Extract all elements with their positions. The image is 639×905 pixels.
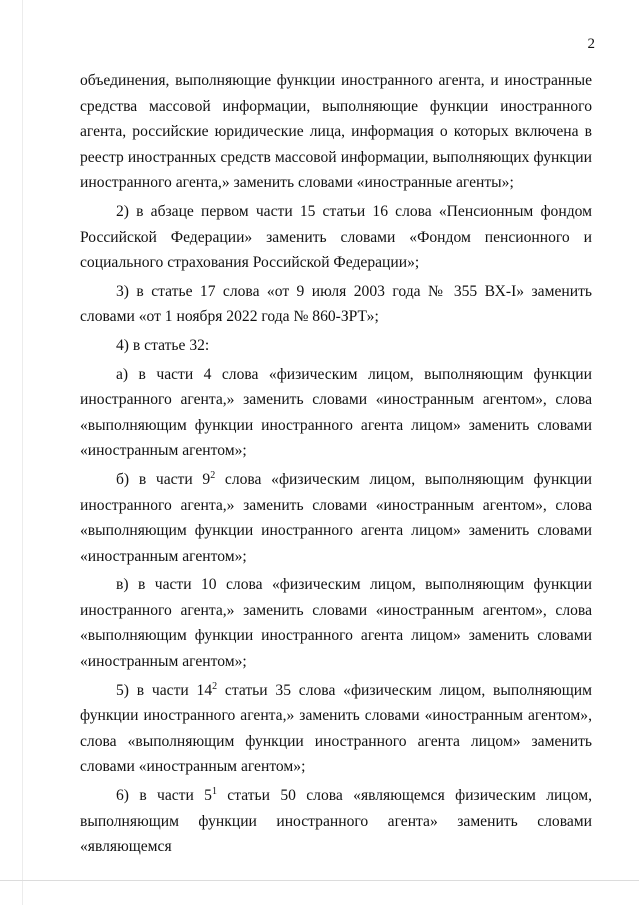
paragraph-text: в) в части 10 слова «физическим лицом, выполняющим функции иностранного агента,» заменить словами «иностранным агентом», слова «выполняющим функции иностранного агента лицом» заменить словами «иностранным агентом»; — [80, 576, 592, 671]
paragraph-item-4a — [80, 362, 592, 464]
superscript-index: 2 — [212, 680, 218, 692]
paragraph-lead: б) в части 9 — [116, 470, 211, 488]
superscript-index: 2 — [210, 469, 216, 481]
scan-edge-bottom — [0, 880, 639, 881]
paragraph-text: 3) в статье 17 слова «от 9 июля 2003 года № 355 ВХ-I» заменить словами «от 1 ноября 2022 года № 860-ЗРТ»; — [80, 282, 592, 326]
paragraph-item-2 — [80, 199, 592, 276]
paragraph-continuation — [80, 68, 592, 196]
paragraph-text: 4) в статье 32: — [116, 336, 210, 354]
paragraph-lead: 5) в части 14 — [116, 681, 213, 699]
paragraph-lead: 6) в части 5 — [116, 787, 212, 805]
paragraph-item-3 — [80, 279, 592, 330]
paragraph-text: слова «физическим лицом, выполняющим функции иностранного агента,» заменить словами «иностранным агентом», слова «выполняющим функции иностранного агента лицом» заменить словами «иностранным агентом»; — [80, 470, 592, 565]
paragraph-item-5 — [80, 678, 592, 780]
paragraph-text: 2) в абзаце первом части 15 статьи 16 слова «Пенсионным фондом Российской Федерации» заменить словами «Фондом пенсионного и социального страхования Российской Федерации»; — [80, 202, 592, 272]
paragraph-text: а) в части 4 слова «физическим лицом, выполняющим функции иностранного агента,» заменить словами «иностранным агентом», слова «выполняющим функции иностранного агента лицом» заменить словами «иностранным агентом»; — [80, 365, 592, 460]
paragraph-item-4v — [80, 572, 592, 674]
paragraph-text: статьи 50 слова «являющемся физическим лицом, выполняющим функции иностранного агента» заменить словами «являющемся — [80, 787, 592, 856]
paragraph-item-4b — [80, 467, 592, 569]
superscript-index: 1 — [211, 786, 217, 798]
paragraph-text: объединения, выполняющие функции иностранного агента, и иностранные средства массовой информации, выполняющие функции иностранного агента, российские юридические лица, информация о которых включена в реестр иностранных средств массовой информации, выполняющих функции иностранного агента,» заменить словами «иностранные агенты»; — [80, 72, 592, 192]
scan-edge-left — [22, 0, 23, 905]
page-number: 2 — [587, 36, 595, 52]
paragraph-item-6 — [80, 783, 592, 860]
document-body — [80, 68, 592, 860]
paragraph-text: статьи 35 слова «физическим лицом, выполняющим функции иностранного агента,» заменить словами «иностранным агентом», слова «выполняющим функции иностранного агента лицом» заменить словами «иностранным агентом»; — [80, 681, 592, 776]
paragraph-item-4 — [80, 333, 592, 359]
